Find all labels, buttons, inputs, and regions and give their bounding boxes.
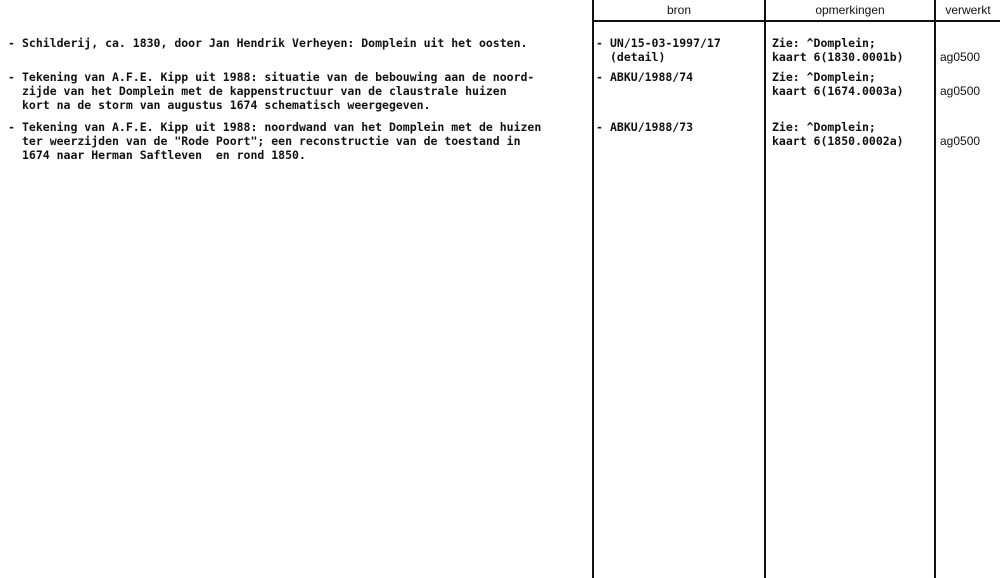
header-bron: bron <box>666 3 692 17</box>
bullet-dash: - <box>8 70 15 84</box>
verwerkt-value: ag0500 <box>940 50 981 64</box>
bullet-dash: - <box>8 36 15 50</box>
entry-text: Tekening van A.F.E. Kipp uit 1988: noordwand van het Domplein met de huizen ter weerzijden van de "Rode Poort"; een reconstructie van de toestand in 1674 naar Herman Saftleven en rond 1850. <box>22 120 542 162</box>
opmerking-line1: Zie: ^Domplein; <box>772 70 876 84</box>
header-opmerkingen: opmerkingen <box>815 3 885 17</box>
bron-bullet: - <box>596 36 603 50</box>
verwerkt-value: ag0500 <box>940 84 981 98</box>
entry-text: Schilderij, ca. 1830, door Jan Hendrik Verheyen: Domplein uit het oosten. <box>22 36 528 50</box>
bron-bullet: - <box>596 120 603 134</box>
column-divider-bron <box>592 0 594 578</box>
bron-bullet: - <box>596 70 603 84</box>
opmerking-line1: Zie: ^Domplein; <box>772 120 876 134</box>
entry-description <box>8 70 583 112</box>
bron-value: ABKU/1988/73 <box>610 120 694 134</box>
entry-description <box>8 120 583 162</box>
opmerking-line2: kaart 6(1850.0002a) <box>772 134 904 148</box>
header-verwerkt: verwerkt <box>945 3 991 17</box>
header-rule <box>592 20 1000 22</box>
opmerking-line1: Zie: ^Domplein; <box>772 36 876 50</box>
bullet-dash: - <box>8 120 15 134</box>
column-divider-opmerkingen <box>764 0 766 578</box>
column-divider-verwerkt <box>934 0 936 578</box>
opmerking-line2: kaart 6(1674.0003a) <box>772 84 904 98</box>
opmerking-line2: kaart 6(1830.0001b) <box>772 50 904 64</box>
entry-text: Tekening van A.F.E. Kipp uit 1988: situatie van de bebouwing aan de noord- zijde van het Domplein met de kappenstructuur van de claustrale huizen kort na de storm van augustus 1674 schematisch weergegeven. <box>22 70 535 112</box>
entry-description <box>8 36 583 50</box>
bron-value: ABKU/1988/74 <box>610 70 694 84</box>
bron-value: UN/15-03-1997/17 (detail) <box>610 36 721 64</box>
verwerkt-value: ag0500 <box>940 134 981 148</box>
